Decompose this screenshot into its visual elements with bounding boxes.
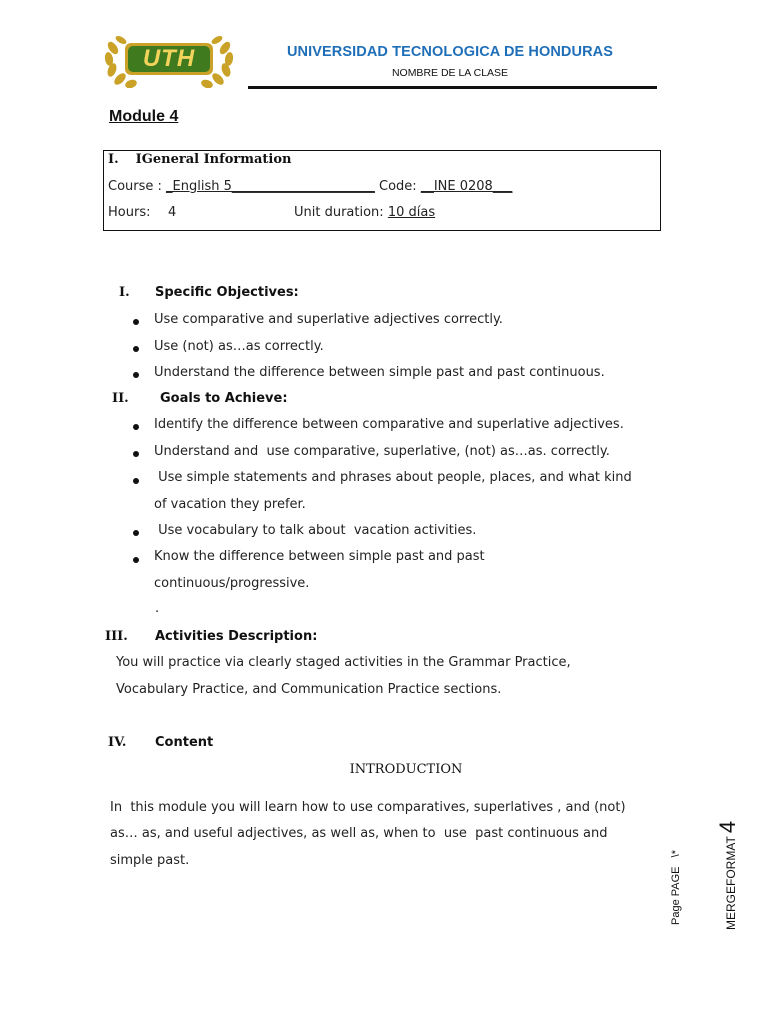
content-title: Content <box>155 735 214 750</box>
specific-objectives-number: I. <box>119 285 130 300</box>
general-info-heading: IGeneral Information <box>135 152 292 167</box>
page-number: 4 <box>715 820 740 834</box>
code-value: __INE 0208___ <box>420 179 513 194</box>
objective-item-2: Use (not) as…as correctly. <box>154 339 324 354</box>
bullet-icon <box>133 478 139 484</box>
goal-item-3: Use simple statements and phrases about people, places, and what kind <box>154 470 632 485</box>
bullet-icon <box>133 372 139 378</box>
specific-objectives-title: Specific Objectives: <box>155 285 299 300</box>
general-info-number: I. <box>108 152 119 167</box>
introduction-heading: INTRODUCTION <box>349 762 463 777</box>
logo-text: UTH <box>142 45 196 72</box>
activities-number: III. <box>105 629 128 644</box>
goal-item-5: Know the difference between simple past and past <box>154 549 485 564</box>
goal-item-3-continued: of vacation they prefer. <box>154 497 306 512</box>
module-title: Module 4 <box>109 108 179 125</box>
page-field-code: Page PAGE \* <box>670 849 682 925</box>
goal-trailing-dot: . <box>155 601 160 616</box>
objective-item-1: Use comparative and superlative adjectives correctly. <box>154 312 503 327</box>
bullet-icon <box>133 319 139 325</box>
course-value: _English 5______________________ <box>166 179 375 194</box>
activities-line-2: Vocabulary Practice, and Communication Practice sections. <box>116 682 502 697</box>
general-info-box <box>103 150 661 231</box>
activities-line-1: You will practice via clearly staged activities in the Grammar Practice, <box>116 655 571 670</box>
university-title: UNIVERSIDAD TECNOLOGICA DE HONDURAS <box>286 44 613 60</box>
goal-item-1: Identify the difference between comparative and superlative adjectives. <box>154 417 624 432</box>
unit-duration-label: Unit duration: <box>294 205 388 220</box>
objective-item-3: Understand the difference between simple past and past continuous. <box>154 365 605 380</box>
code-label: Code: <box>374 179 421 194</box>
content-line-3: simple past. <box>110 853 190 868</box>
bullet-icon <box>133 424 139 430</box>
hours-label: Hours: <box>108 205 151 220</box>
mergeformat-field <box>715 821 741 930</box>
bullet-icon <box>133 451 139 457</box>
goals-title: Goals to Achieve: <box>160 391 288 406</box>
content-line-1: In this module you will learn how to use comparatives, superlatives , and (not) <box>110 800 626 815</box>
bullet-icon <box>133 557 139 563</box>
uth-logo <box>103 30 235 88</box>
activities-title: Activities Description: <box>155 629 318 644</box>
unit-duration-value: 10 días <box>387 205 436 220</box>
goal-item-2: Understand and use comparative, superlative, (not) as…as. correctly. <box>154 444 610 459</box>
goal-item-5-continued: continuous/progressive. <box>154 576 310 591</box>
mergeformat-text: MERGEFORMAT <box>724 836 738 930</box>
bullet-icon <box>133 346 139 352</box>
bullet-icon <box>133 530 139 536</box>
goal-item-4: Use vocabulary to talk about vacation activities. <box>154 523 477 538</box>
content-number: IV. <box>108 735 127 750</box>
hours-value: 4 <box>168 205 177 220</box>
header-divider <box>248 86 657 89</box>
course-label: Course : <box>108 179 167 194</box>
class-name: NOMBRE DE LA CLASE <box>391 67 509 79</box>
content-line-2: as… as, and useful adjectives, as well as, when to use past continuous and <box>110 826 608 841</box>
goals-number: II. <box>112 391 129 406</box>
